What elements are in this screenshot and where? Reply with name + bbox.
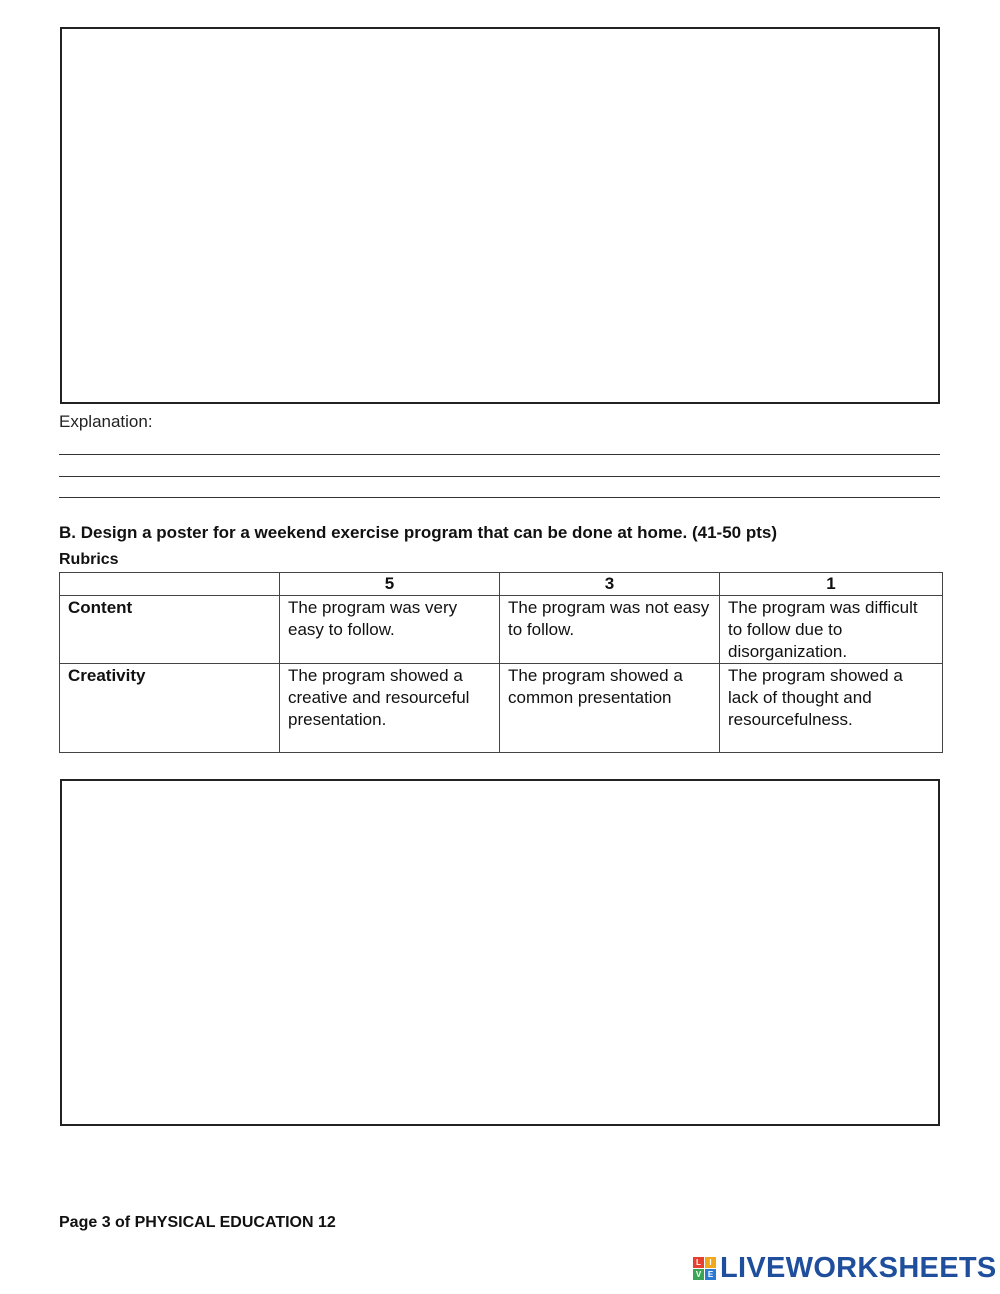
explanation-line[interactable] xyxy=(59,454,940,455)
rubric-cell: The program was very easy to follow. xyxy=(280,596,500,664)
section-b-heading: B. Design a poster for a weekend exercise program that can be done at home. (41-50 pts) xyxy=(59,523,777,542)
rubric-header-cell: 1 xyxy=(720,573,943,596)
liveworksheets-logo xyxy=(693,1252,997,1285)
rubric-header-cell xyxy=(60,573,280,596)
rubric-row xyxy=(60,664,943,753)
rubric-cell: The program was not easy to follow. xyxy=(500,596,720,664)
logo-tile: L xyxy=(693,1257,704,1268)
drawing-answer-box[interactable] xyxy=(60,27,940,404)
explanation-label: Explanation: xyxy=(59,412,153,431)
rubric-table xyxy=(59,572,943,753)
logo-tile: I xyxy=(705,1257,716,1268)
rubric-cell: The program showed a common presentation xyxy=(500,664,720,753)
page-footer: Page 3 of PHYSICAL EDUCATION 12 xyxy=(59,1214,336,1231)
logo-tile: V xyxy=(693,1269,704,1280)
explanation-line[interactable] xyxy=(59,476,940,477)
logo-tile: E xyxy=(705,1269,716,1280)
poster-drawing-box[interactable] xyxy=(60,779,940,1126)
rubric-header-cell: 3 xyxy=(500,573,720,596)
rubric-header-row xyxy=(60,573,943,596)
rubric-cell: The program was difficult to follow due to disorganization. xyxy=(720,596,943,664)
liveworksheets-logo-text: LIVEWORKSHEETS xyxy=(720,1252,997,1284)
rubric-criterion: Creativity xyxy=(60,664,280,753)
rubrics-label: Rubrics xyxy=(59,551,119,568)
rubric-cell: The program showed a creative and resourceful presentation. xyxy=(280,664,500,753)
rubric-criterion: Content xyxy=(60,596,280,664)
rubric-row xyxy=(60,596,943,664)
explanation-line[interactable] xyxy=(59,497,940,498)
rubric-cell: The program showed a lack of thought and resourcefulness. xyxy=(720,664,943,753)
rubric-header-cell: 5 xyxy=(280,573,500,596)
liveworksheets-logo-icon xyxy=(693,1257,716,1280)
